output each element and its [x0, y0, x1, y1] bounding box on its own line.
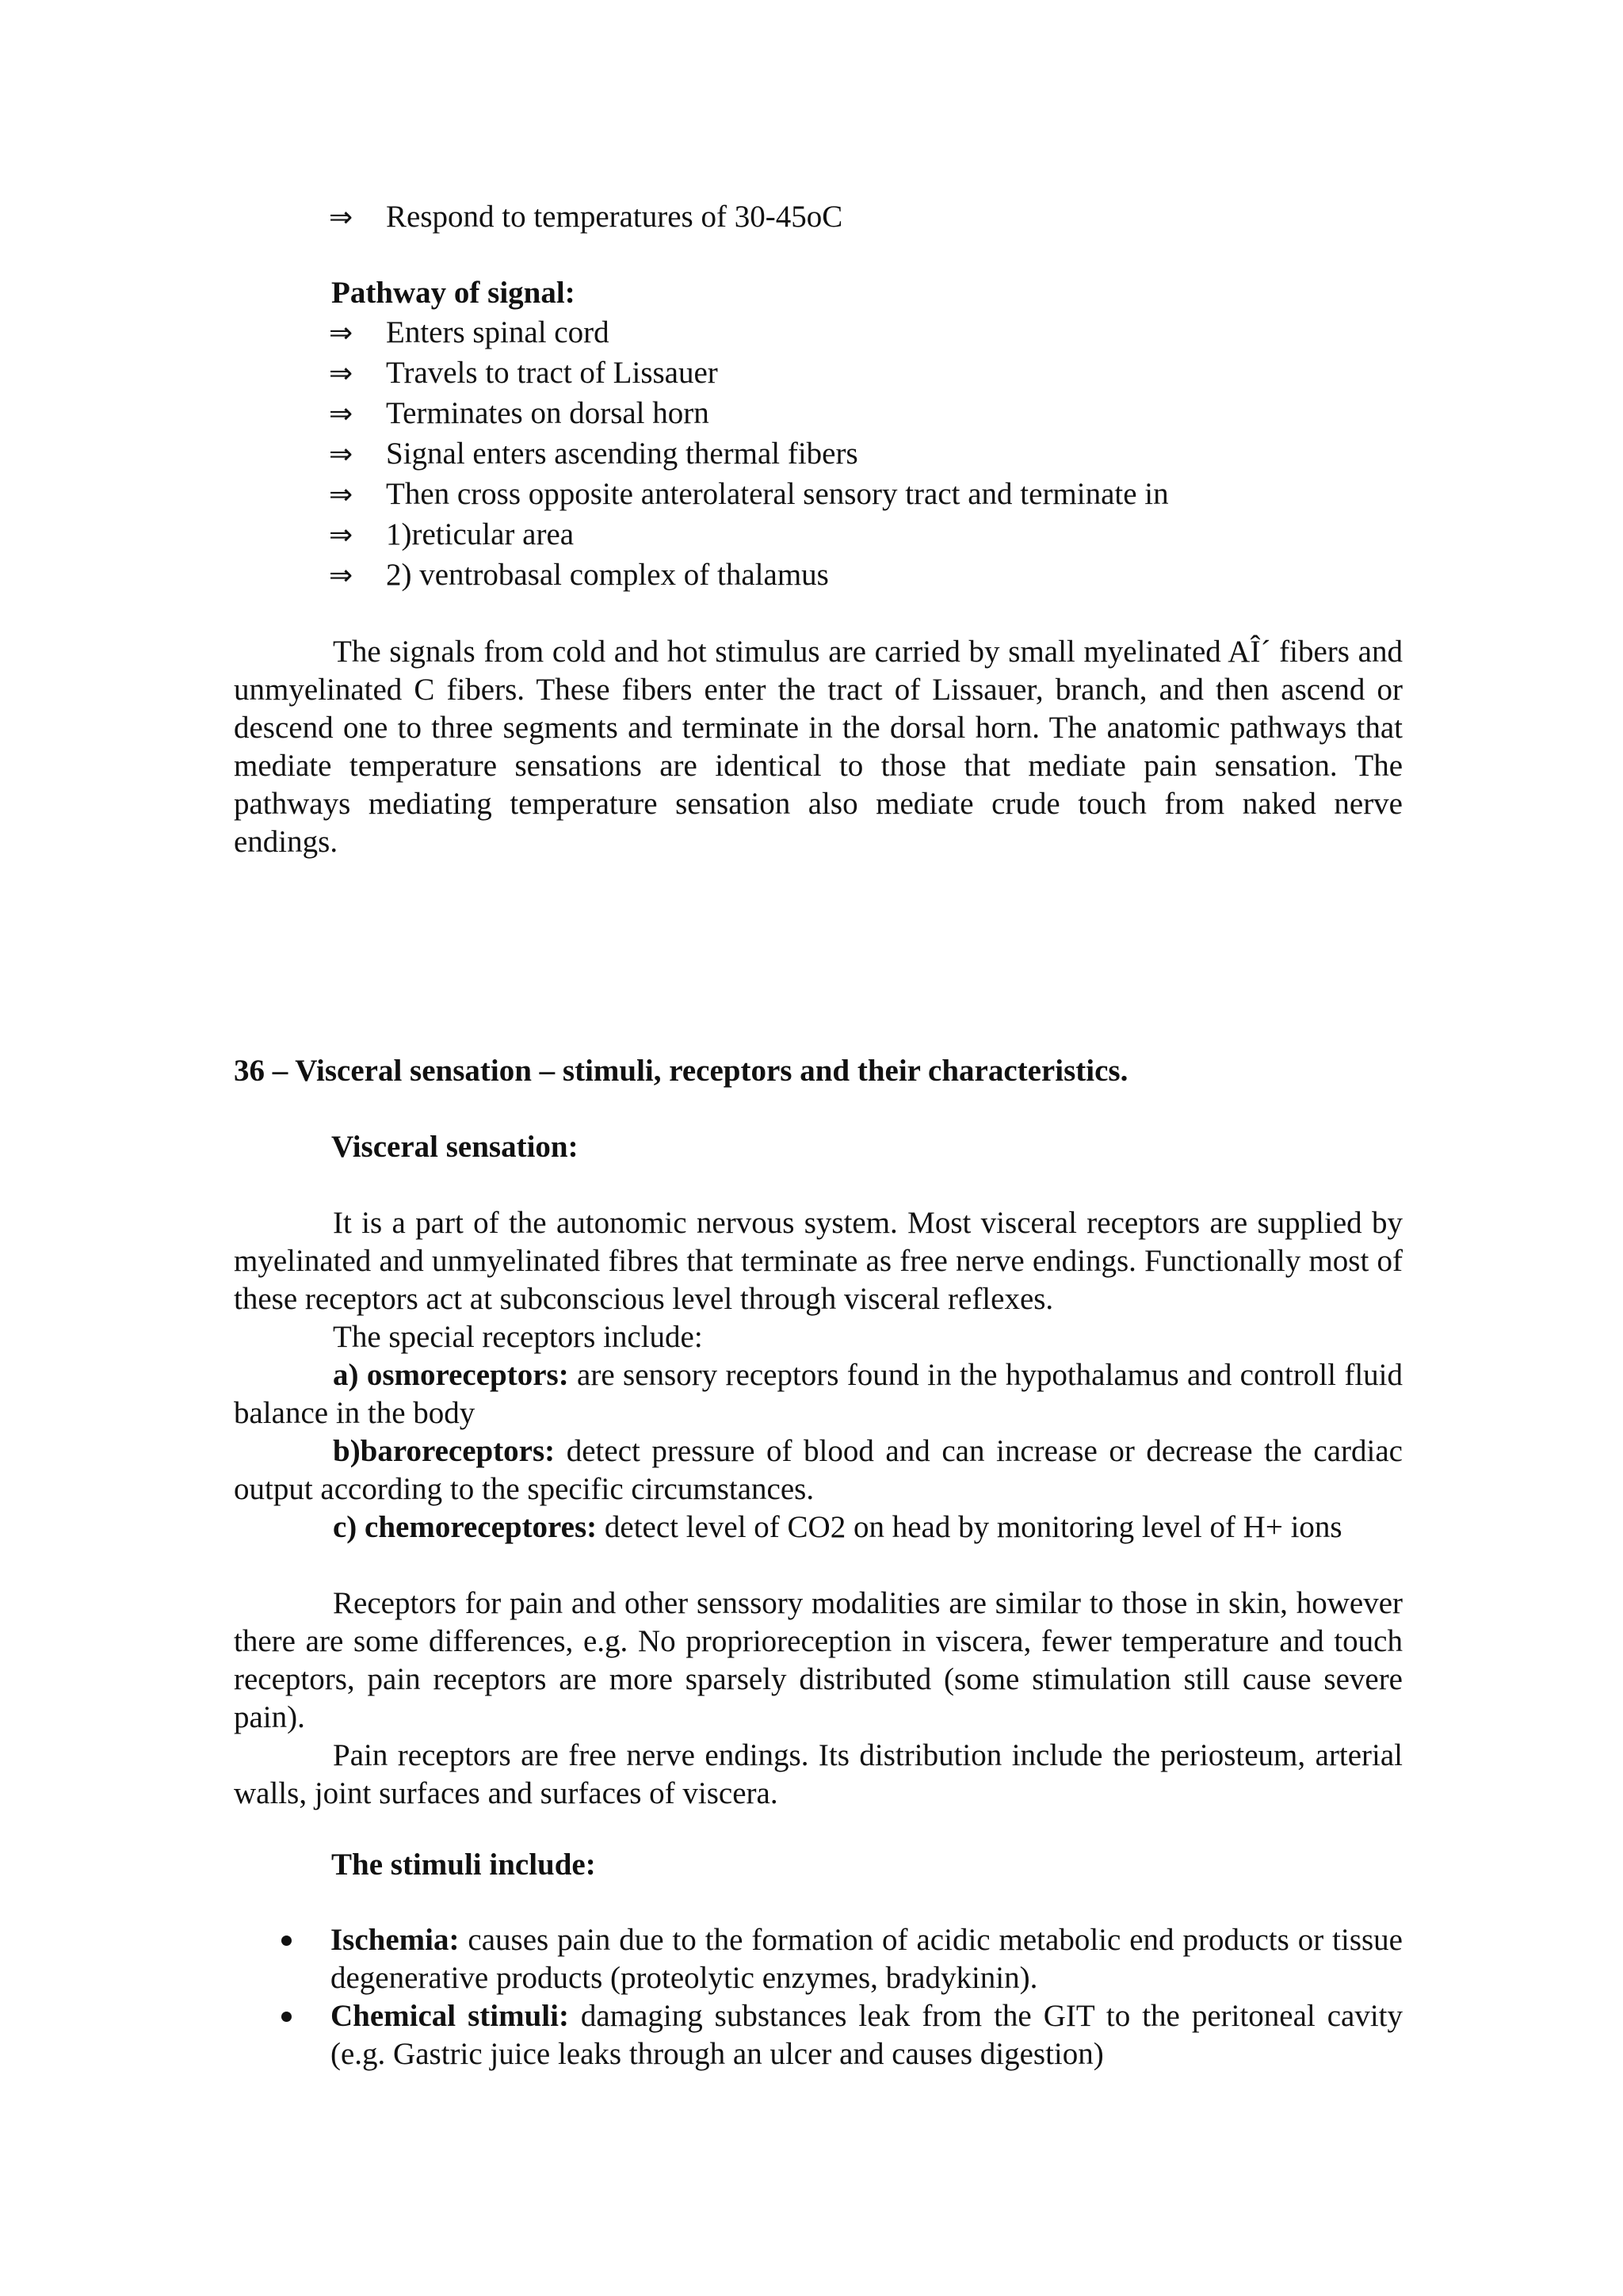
- pathway-step-text: Enters spinal cord: [386, 315, 609, 349]
- temperature-paragraph-text: The signals from cold and hot stimulus are carried by small myelinated AÎ´ fibers and unmyelinated C fibers. These fibers enter the tract of Lissauer, branch, and then ascend or descend one to three segments and terminate in the dorsal horn. The anatomic pathways that mediate temperature sensations are identical to those that mediate pain sensation. The pathways mediating temperature sensation also mediate crude touch from naked nerve endings.: [234, 635, 1403, 859]
- pathway-step: [329, 395, 709, 433]
- pathway-step-text: Signal enters ascending thermal fibers: [386, 437, 858, 471]
- pathway-step: [329, 314, 609, 352]
- pathway-heading: Pathway of signal:: [331, 276, 575, 310]
- double-arrow-icon: ⇒: [329, 317, 353, 349]
- section-title: 36 – Visceral sensation – stimuli, receptors and their characteristics.: [234, 1054, 1128, 1088]
- receptor-text: detect level of CO2 on head by monitoring level of H+ ions: [597, 1510, 1342, 1544]
- special-receptors-intro: [234, 1318, 1403, 1356]
- double-arrow-icon: ⇒: [329, 398, 353, 430]
- stimulus-label: Chemical stimuli:: [330, 1999, 569, 2033]
- double-arrow-icon: ⇒: [329, 357, 353, 390]
- pathway-step-text: Then cross opposite anterolateral sensory tract and terminate in: [386, 477, 1169, 511]
- pathway-step: [329, 516, 574, 554]
- double-arrow-icon: ⇒: [329, 559, 353, 592]
- pathway-step-text: Terminates on dorsal horn: [386, 396, 709, 430]
- temperature-paragraph: [234, 633, 1403, 861]
- stimuli-heading: The stimuli include:: [331, 1848, 596, 1882]
- double-arrow-icon: ⇒: [329, 479, 353, 511]
- pathway-step: [329, 475, 1169, 513]
- bullet-icon: [281, 2012, 292, 2022]
- visceral-intro-paragraph: [234, 1204, 1403, 1318]
- list-item: [281, 1921, 1403, 1997]
- pain-receptors-text: Pain receptors are free nerve endings. Its distribution include the periosteum, arterial walls, joint surfaces and surfaces of viscera.: [234, 1738, 1403, 1810]
- stimulus-text: causes pain due to the formation of acidic metabolic end products or tissue degenerative products (proteolytic enzymes, bradykinin).: [330, 1923, 1403, 1995]
- stimulus-label: Ischemia:: [330, 1923, 460, 1957]
- bullet-icon: [281, 1936, 292, 1946]
- receptor-text: detect pressure of blood and can increase or decrease the cardiac output according to the specific circumstances.: [234, 1434, 1403, 1506]
- pathway-step-text: Travels to tract of Lissauer: [386, 356, 718, 390]
- stimulus-text: damaging substances leak from the GIT to the peritoneal cavity (e.g. Gastric juice leaks through an ulcer and causes digestion): [330, 1999, 1403, 2071]
- pain-receptors-paragraph: [234, 1737, 1403, 1813]
- receptor-label: c) chemoreceptores:: [333, 1510, 598, 1544]
- receptor-item-baroreceptors: [234, 1432, 1403, 1508]
- pathway-step: [329, 354, 718, 392]
- pathway-step-text: 2) ventrobasal complex of thalamus: [386, 558, 829, 592]
- arrow-item-text: Respond to temperatures of 30-45oC: [386, 200, 843, 234]
- receptor-item-osmoreceptors: [234, 1356, 1403, 1432]
- pathway-step: [329, 435, 858, 473]
- pathway-step: [329, 556, 829, 594]
- double-arrow-icon: ⇒: [329, 519, 353, 551]
- visceral-subheading: Visceral sensation:: [331, 1130, 579, 1164]
- pain-modalities-text: Receptors for pain and other senssory modalities are similar to those in skin, however there are some differences, e.g. No proprioreception in viscera, fewer temperature and touch receptors, pain receptors are more sparsely distributed (some stimulation still cause severe pain).: [234, 1586, 1403, 1734]
- receptor-item-chemoreceptors: [234, 1508, 1403, 1547]
- special-receptors-intro-text: The special receptors include:: [333, 1320, 703, 1354]
- arrow-list-item: [329, 198, 842, 236]
- pain-modalities-paragraph: [234, 1585, 1403, 1737]
- double-arrow-icon: ⇒: [329, 201, 353, 234]
- pathway-step-text: 1)reticular area: [386, 517, 575, 551]
- list-item: [281, 1997, 1403, 2073]
- stimuli-list: [281, 1921, 1403, 2073]
- double-arrow-icon: ⇒: [329, 438, 353, 471]
- receptor-text: are sensory receptors found in the hypothalamus and controll fluid balance in the body: [234, 1358, 1403, 1430]
- receptor-label: a) osmoreceptors:: [333, 1358, 569, 1392]
- receptor-label: b)baroreceptors:: [333, 1434, 556, 1468]
- visceral-intro-text: It is a part of the autonomic nervous system. Most visceral receptors are supplied by myelinated and unmyelinated fibres that terminate as free nerve endings. Functionally most of these receptors act at subconscious level through visceral reflexes.: [234, 1206, 1403, 1316]
